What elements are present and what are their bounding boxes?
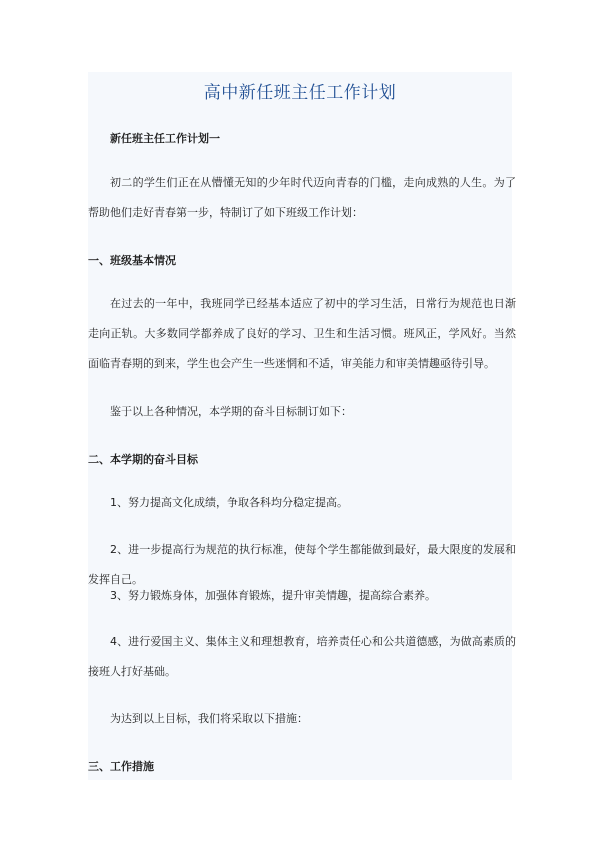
class-overview-paragraph: 在过去的一年中，我班同学已经基本适应了初中的学习生活，日常行为规范也日渐走向正轨。大多数同学都养成了良好的学习、卫生和生活习惯。班风正，学风好。当然面临青春期的到来，学生也会产生一些迷惘和不适，审美能力和审美情趣亟待引导。	[88, 297, 516, 370]
goal-item: 2、进一步提高行为规范的执行标准，使每个学生都能做到最好，最大限度的发展和发挥自己。	[88, 543, 516, 586]
section-heading-goals: 二、本学期的奋斗目标	[88, 453, 198, 466]
goal-item: 3、努力锻炼身体，加强体育锻炼，提升审美情趣，提高综合素养。	[110, 589, 436, 602]
section-heading-class-overview: 一、班级基本情况	[88, 254, 176, 267]
page-title: 高中新任班主任工作计划	[203, 83, 397, 103]
section-heading-measures: 三、工作措施	[88, 760, 154, 773]
goals-intro-paragraph: 鉴于以上各种情况，本学期的奋斗目标制订如下：	[110, 405, 352, 418]
goal-item: 1、努力提高文化成绩，争取各科均分稳定提高。	[110, 496, 348, 509]
document-subtitle: 新任班主任工作计划一	[110, 132, 220, 145]
measures-intro-paragraph: 为达到以上目标，我们将采取以下措施：	[110, 712, 308, 725]
intro-paragraph: 初二的学生们正在从懵懂无知的少年时代迈向青春的门槛，走向成熟的人生。为了帮助他们走好青春第一步，特制订了如下班级工作计划：	[88, 176, 516, 219]
goal-item: 4、进行爱国主义、集体主义和理想教育，培养责任心和公共道德感，为做高素质的接班人打好基础。	[88, 635, 516, 678]
